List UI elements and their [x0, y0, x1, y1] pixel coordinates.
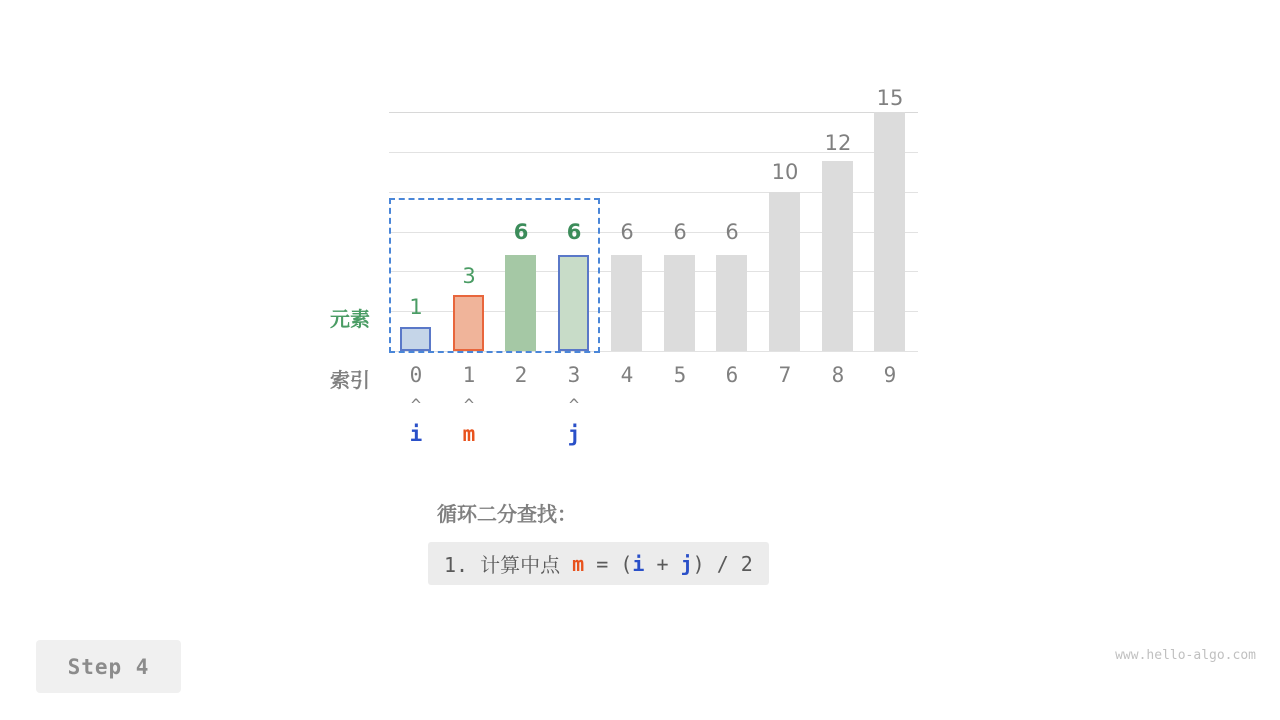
code-plus: + [644, 551, 681, 576]
index-label-1: 1 [462, 363, 476, 387]
code-prefix: 1. 计算中点 [444, 553, 573, 577]
bar [611, 255, 642, 351]
bar [874, 112, 905, 351]
bar-column-4 [600, 112, 654, 351]
index-label-8: 8 [831, 363, 845, 387]
bar-value: 6 [513, 220, 529, 244]
index-label-7: 7 [778, 363, 792, 387]
bar-value: 10 [771, 160, 799, 184]
code-var-i: i [632, 551, 645, 576]
pointer-label-i: i [409, 422, 423, 446]
bar-value: 6 [725, 220, 739, 244]
caption-title: 循环二分查找： [437, 502, 577, 526]
pointer-caret-m: ^ [463, 396, 475, 416]
bar [664, 255, 695, 351]
index-label-0: 0 [409, 363, 423, 387]
step-badge: Step 4 [36, 640, 181, 693]
index-label-6: 6 [725, 363, 739, 387]
index-label-5: 5 [673, 363, 687, 387]
bar-column-9 [863, 86, 917, 351]
row-label-elements: 元素 [330, 307, 370, 331]
bar-column-5 [653, 112, 707, 351]
bar-value: 15 [876, 86, 904, 110]
bar-value: 3 [462, 264, 476, 288]
bar-value: 6 [620, 220, 634, 244]
bar-column-8 [811, 112, 865, 351]
bar [769, 192, 800, 351]
code-var-m: m [572, 551, 585, 576]
index-label-4: 4 [620, 363, 634, 387]
pointer-label-j: j [567, 422, 581, 446]
pointer-label-m: m [462, 422, 476, 446]
watermark: www.hello-algo.com [1115, 648, 1256, 663]
bar [822, 161, 853, 351]
code-suffix: ) / 2 [692, 551, 753, 576]
code-step-box [428, 542, 769, 585]
row-label-index: 索引 [330, 368, 370, 392]
search-range-box [389, 198, 600, 353]
bar-column-6 [705, 112, 759, 351]
code-eq: = ( [584, 551, 633, 576]
index-label-9: 9 [883, 363, 897, 387]
code-var-j: j [680, 551, 693, 576]
pointer-caret-j: ^ [568, 396, 580, 416]
index-label-2: 2 [514, 363, 528, 387]
bar [716, 255, 747, 351]
index-label-3: 3 [567, 363, 581, 387]
bar-value: 6 [673, 220, 687, 244]
pointer-caret-i: ^ [410, 396, 422, 416]
bar-value: 1 [409, 295, 423, 319]
bar-column-7 [758, 112, 812, 351]
bar-value: 12 [824, 131, 852, 155]
bar-value: 6 [566, 220, 582, 244]
